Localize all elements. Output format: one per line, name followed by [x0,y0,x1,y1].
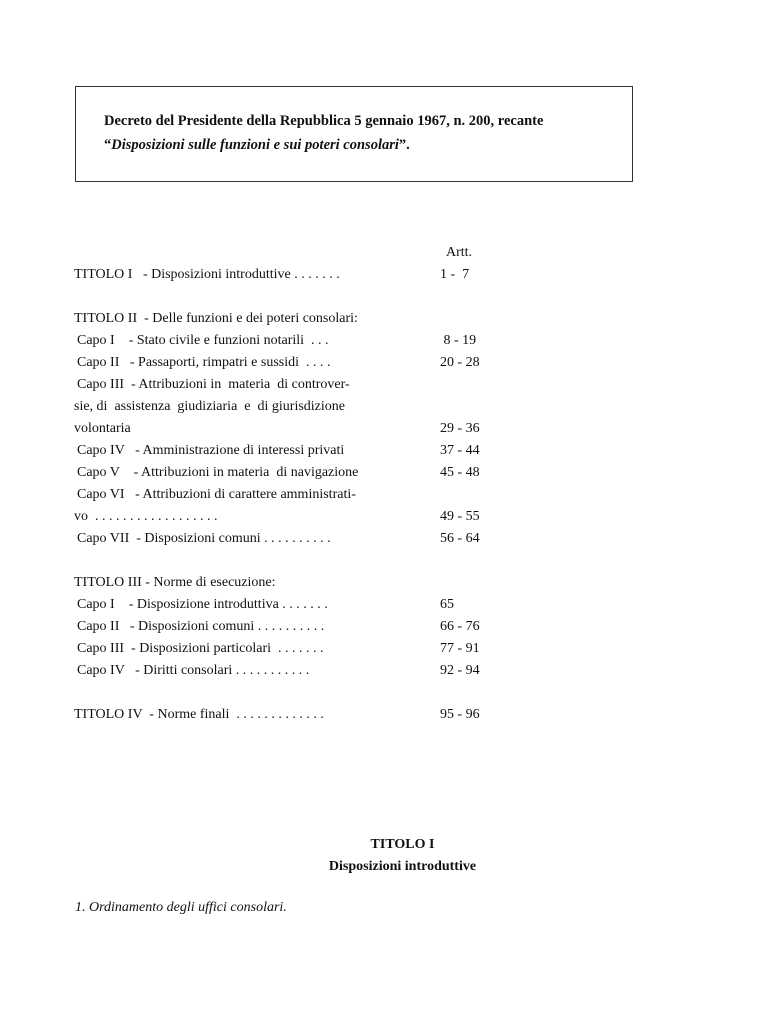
toc-label: Capo V - Attribuzioni in materia di navigazione [77,465,359,480]
toc-label: TITOLO II - Delle funzioni e dei poteri consolari: [74,311,358,326]
toc-row [74,594,514,616]
toc-row [74,638,514,660]
toc-label: Capo I - Disposizione introduttiva . . . . . . . [77,597,328,612]
toc-row [74,572,514,594]
toc-row [74,484,514,506]
decree-quote-open: “ [104,137,112,153]
toc-row [74,264,514,286]
toc-artt-row [74,242,514,264]
toc-artt-label: Artt. [446,245,473,260]
decree-title-italic: Disposizioni sulle funzioni e sui poteri consolari [111,137,399,153]
toc-articles: 65 [440,597,454,612]
toc-row [74,352,514,374]
toc-articles: 92 - 94 [440,663,480,678]
toc-articles: 95 - 96 [440,707,480,722]
toc-row [74,396,514,418]
section-heading [0,834,770,878]
toc-articles: 66 - 76 [440,619,480,634]
table-of-contents [74,242,514,726]
toc-label: Capo III - Disposizioni particolari . . . . . . . [77,641,324,656]
toc-row [74,506,514,528]
article-heading: 1. Ordinamento degli uffici consolari. [75,900,287,915]
toc-articles: 56 - 64 [440,531,480,546]
toc-label: TITOLO IV - Norme finali . . . . . . . . . . . . . [74,707,324,722]
toc-label: vo . . . . . . . . . . . . . . . . . . [74,509,218,524]
toc-label: TITOLO I - Disposizioni introduttive . . . . . . . [74,267,340,282]
toc-row [74,528,514,550]
toc-articles: 8 - 19 [440,333,477,348]
toc-articles: 29 - 36 [440,421,480,436]
toc-label: Capo II - Disposizioni comuni . . . . . . . . . . [77,619,325,634]
toc-row [74,330,514,352]
decree-quote-close: ”. [398,137,410,153]
toc-articles: 37 - 44 [440,443,480,458]
toc-row [74,308,514,330]
toc-row [74,462,514,484]
toc-label: Capo II - Passaporti, rimpatri e sussidi . . . . [77,355,331,370]
toc-row [74,374,514,396]
toc-articles: 45 - 48 [440,465,480,480]
toc-articles: 77 - 91 [440,641,480,656]
toc-label: Capo VII - Disposizioni comuni . . . . . . . . . . [77,531,331,546]
toc-articles: 1 - 7 [440,267,470,282]
toc-row [74,660,514,682]
toc-label: Capo I - Stato civile e funzioni notarili . . . [77,333,329,348]
decree-title [104,109,608,157]
decree-title-line1: Decreto del Presidente della Repubblica 5 gennaio 1967, n. 200, recante [104,113,544,129]
toc-row [74,616,514,638]
toc-label: Capo IV - Diritti consolari . . . . . . . . . . . [77,663,310,678]
toc-row [74,418,514,440]
toc-label: TITOLO III - Norme di esecuzione: [74,575,276,590]
toc-articles: 20 - 28 [440,355,480,370]
toc-label: Capo IV - Amministrazione di interessi privati [77,443,345,458]
toc-label: Capo III - Attribuzioni in materia di controver- [77,377,350,392]
toc-row [74,440,514,462]
toc-label: Capo VI - Attribuzioni di carattere amministrati- [77,487,356,502]
toc-row [74,704,514,726]
section-title: TITOLO I [370,837,435,852]
toc-label: sie, di assistenza giudiziaria e di giurisdizione [74,399,345,414]
toc-label: volontaria [74,421,131,436]
section-subtitle: Disposizioni introduttive [328,859,477,874]
toc-articles: 49 - 55 [440,509,480,524]
